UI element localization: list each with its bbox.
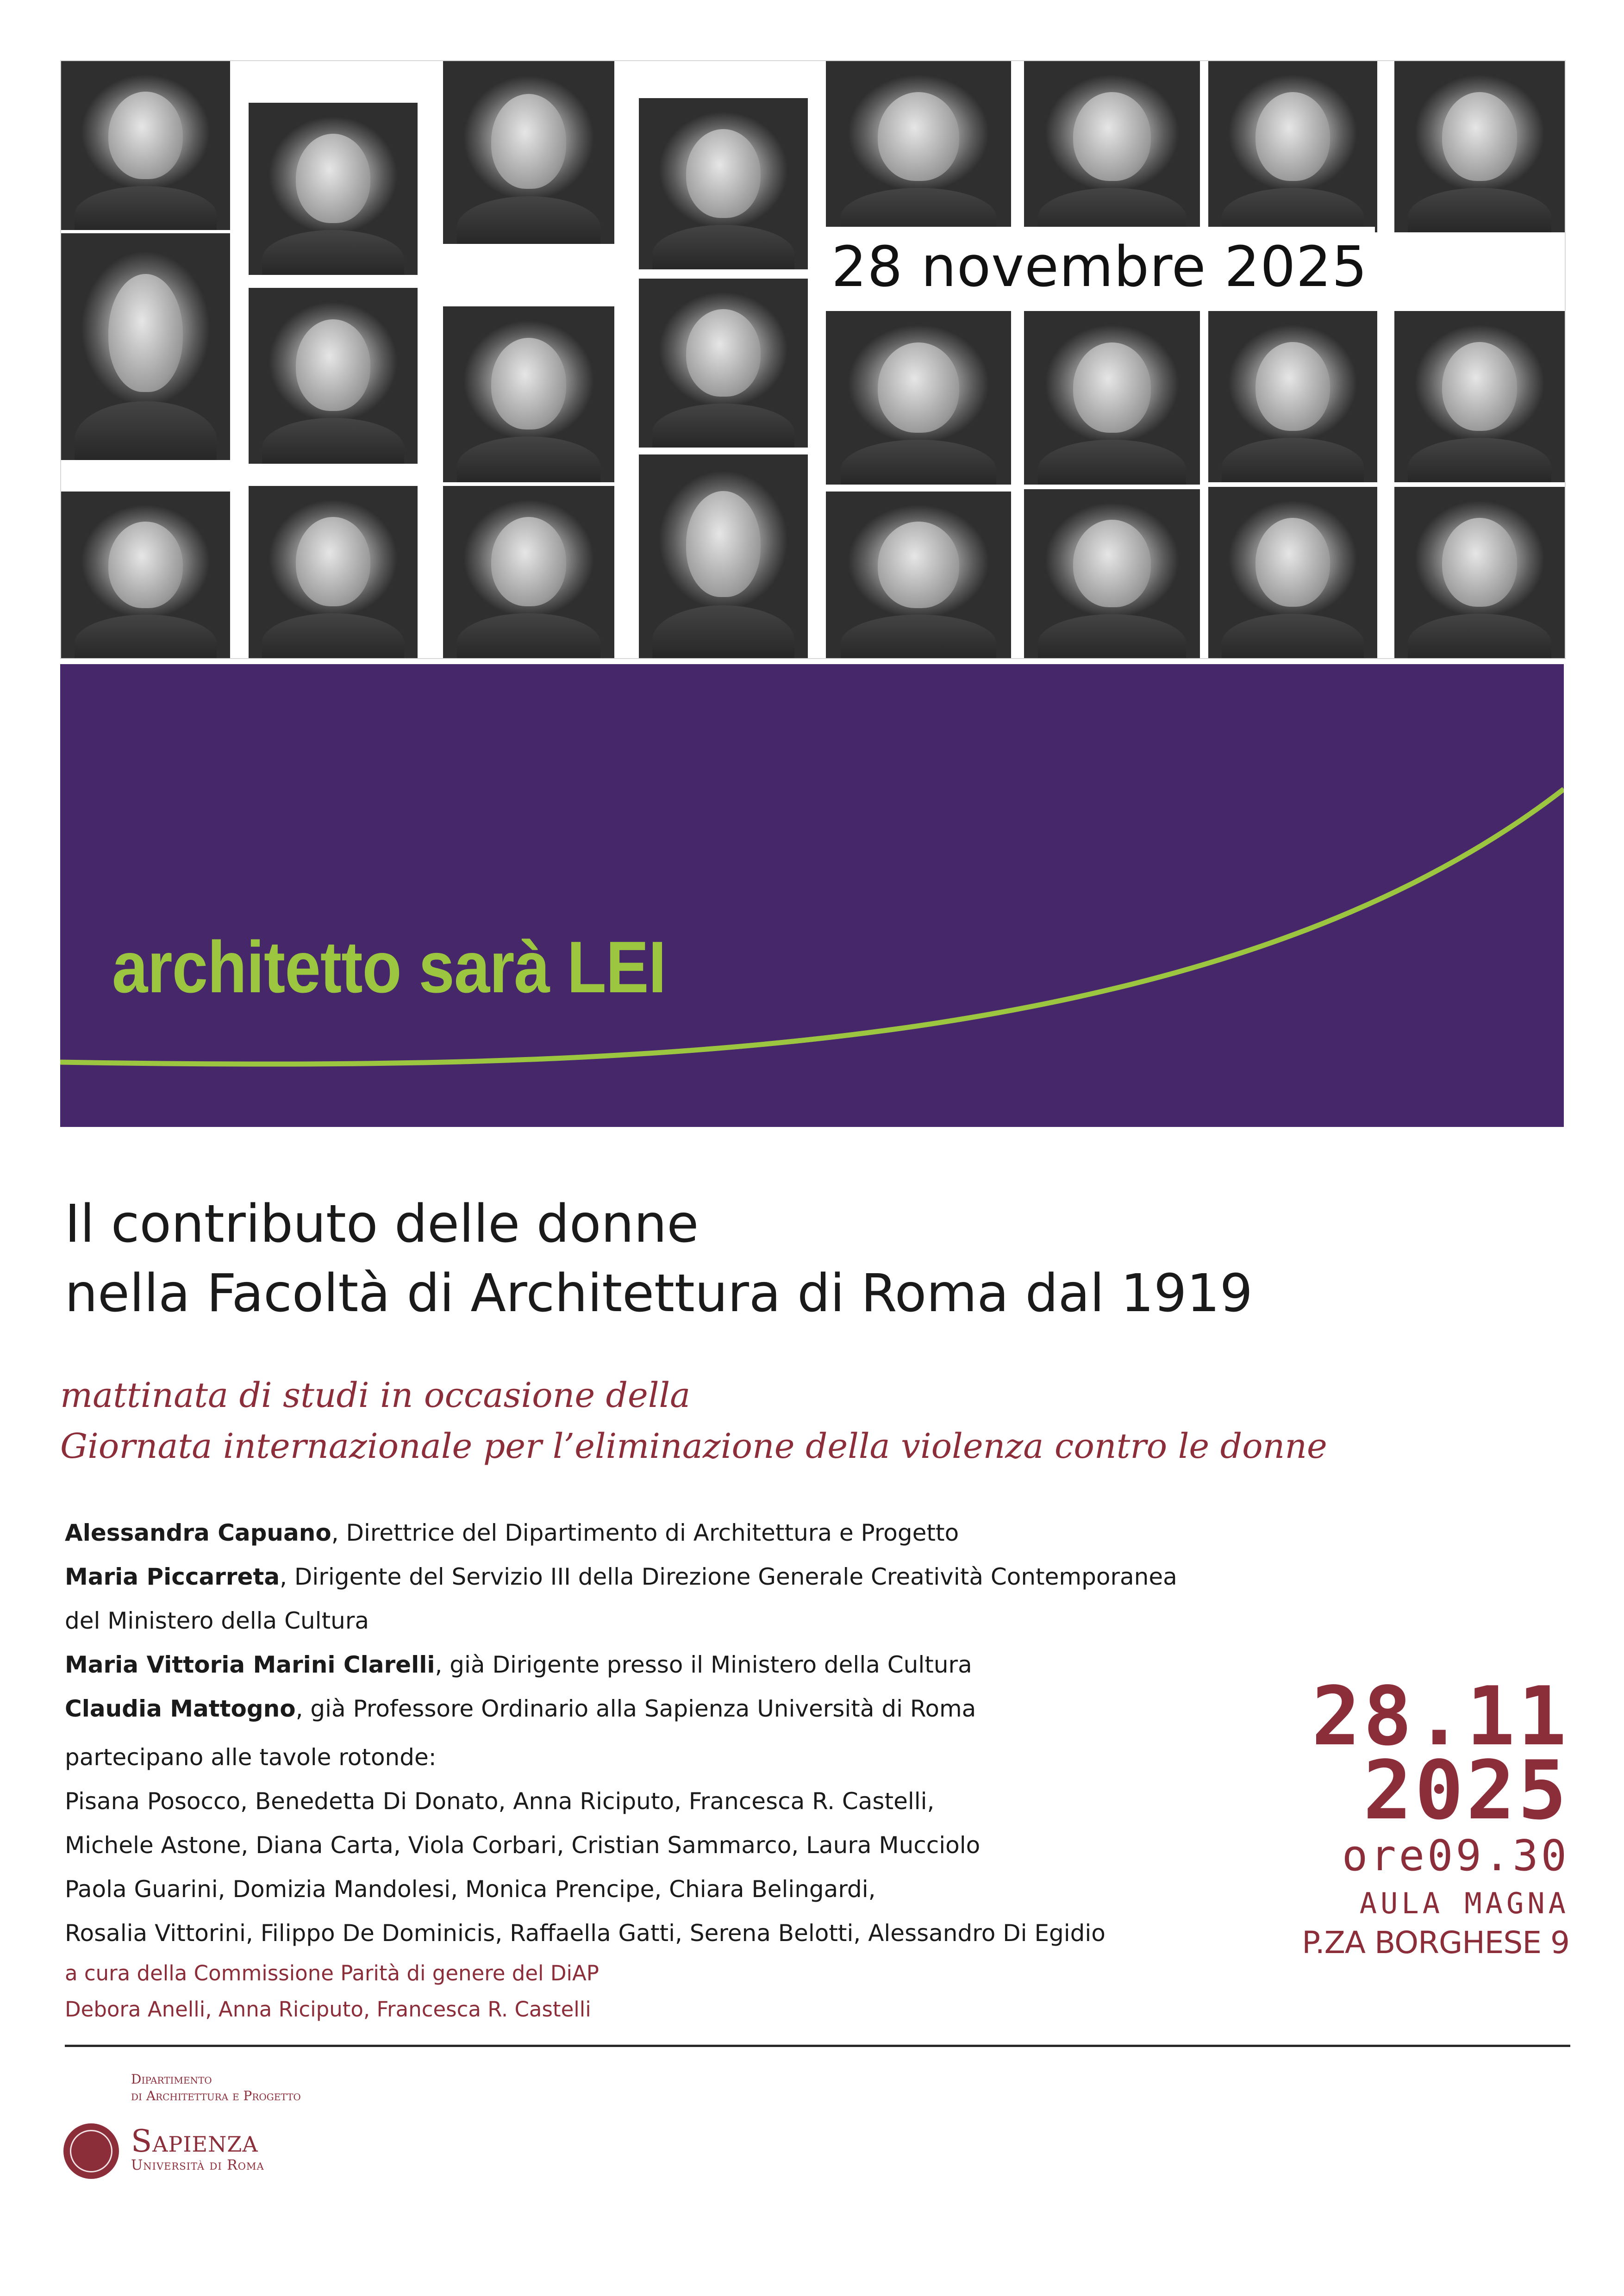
speaker-role: , già Professore Ordinario alla Sapienza Università di Roma [295,1695,976,1722]
university-seal-icon [63,2123,119,2179]
speaker-role: del Ministero della Cultura [65,1607,369,1634]
band-title: architetto sarà LEI [112,927,666,1008]
university-name: Sapienza [131,2123,258,2159]
heading-line-1: Il contributo delle donne [65,1194,699,1254]
event-address: P.ZA BORGHESE 9 [1302,1925,1569,1960]
speaker-row [65,1555,1177,1599]
speaker-role: , Direttrice del Dipartimento di Architettura e Progetto [331,1519,959,1546]
university-subtitle: Università di Roma [131,2157,264,2173]
portrait-photo [1394,311,1565,482]
portrait-photo [1208,311,1377,482]
portrait-photo [249,288,418,464]
speaker-row [65,1511,1177,1555]
portrait-photo [1024,489,1200,658]
curated-by [65,1955,599,2028]
green-swoosh [60,664,1564,1127]
university-logo [131,2125,264,2173]
curated-line-2: Debora Anelli, Anna Riciputo, Francesca R. Castelli [65,1997,591,2022]
speaker-role: , già Dirigente presso il Ministero della Cultura [435,1651,972,1678]
event-date-block [1302,1670,1569,1962]
portrait-photo [61,492,230,658]
portrait-photo [1024,61,1200,232]
speaker-name: Maria Piccarreta [65,1563,280,1590]
event-place: AULA MAGNA [1359,1886,1569,1920]
portrait-photo [61,61,230,230]
page-heading [65,1189,1253,1328]
department-logo [131,2071,301,2104]
event-date [1302,1670,1569,1838]
portrait-photo [443,306,614,482]
event-year: 2025 [1363,1744,1569,1838]
participants-line: Michele Astone, Diana Carta, Viola Corbari, Cristian Sammarco, Laura Mucciolo [65,1832,981,1859]
event-time: ore09.30 [1342,1831,1569,1880]
portrait-photo [249,103,418,275]
portrait-photo [249,486,418,658]
participants-line: Rosalia Vittorini, Filippo De Dominicis, Raffaella Gatti, Serena Belotti, Alessandro Di Egidio [65,1920,1106,1947]
portrait-photo [61,233,230,460]
portrait-photo [443,486,614,658]
portrait-photo [1394,487,1565,658]
subtitle [60,1370,1327,1472]
portrait-photo [1208,61,1377,232]
portrait-collage [60,60,1566,659]
event-day-month: 28.11 [1312,1670,1569,1764]
portrait-photo [1024,311,1200,485]
participants-line: Paola Guarini, Domizia Mandolesi, Monica Prencipe, Chiara Belingardi, [65,1876,876,1903]
portrait-photo [639,98,808,269]
event-date-banner: 28 novembre 2025 [824,227,1375,308]
speaker-row [65,1687,1177,1731]
speaker-name: Claudia Mattogno [65,1695,296,1722]
speaker-name: Maria Vittoria Marini Clarelli [65,1651,435,1678]
portrait-photo [443,61,614,244]
portrait-photo [1208,487,1377,658]
title-band [60,664,1564,1127]
participants-intro: partecipano alle tavole rotonde: [65,1744,437,1771]
speaker-row [65,1643,1177,1687]
speaker-role: , Dirigente del Servizio III della Direzione Generale Creatività Contemporanea [280,1563,1177,1590]
department-name-line-1: Dipartimento [131,2072,212,2087]
portrait-photo [1394,61,1565,232]
speaker-row [65,1599,1177,1643]
participants-line: Pisana Posocco, Benedetta Di Donato, Anna Riciputo, Francesca R. Castelli, [65,1788,935,1815]
speaker-name: Alessandra Capuano [65,1519,331,1546]
heading-line-2: nella Facoltà di Architettura di Roma dal 1919 [65,1263,1253,1324]
portrait-photo [826,61,1011,232]
speakers-list [65,1511,1177,1731]
subtitle-line-1: mattinata di studi in occasione della [60,1375,691,1415]
portrait-photo [826,311,1011,485]
portrait-photo [826,492,1011,658]
portrait-photo [639,454,808,658]
portrait-photo [639,279,808,448]
curated-line-1: a cura della Commissione Parità di genere del DiAP [65,1961,599,1985]
divider [65,2045,1570,2047]
participants-list [65,1736,1106,1955]
department-name-line-2: di Architettura e Progetto [131,2088,301,2103]
subtitle-line-2: Giornata internazionale per l’eliminazione della violenza contro le donne [60,1426,1327,1466]
